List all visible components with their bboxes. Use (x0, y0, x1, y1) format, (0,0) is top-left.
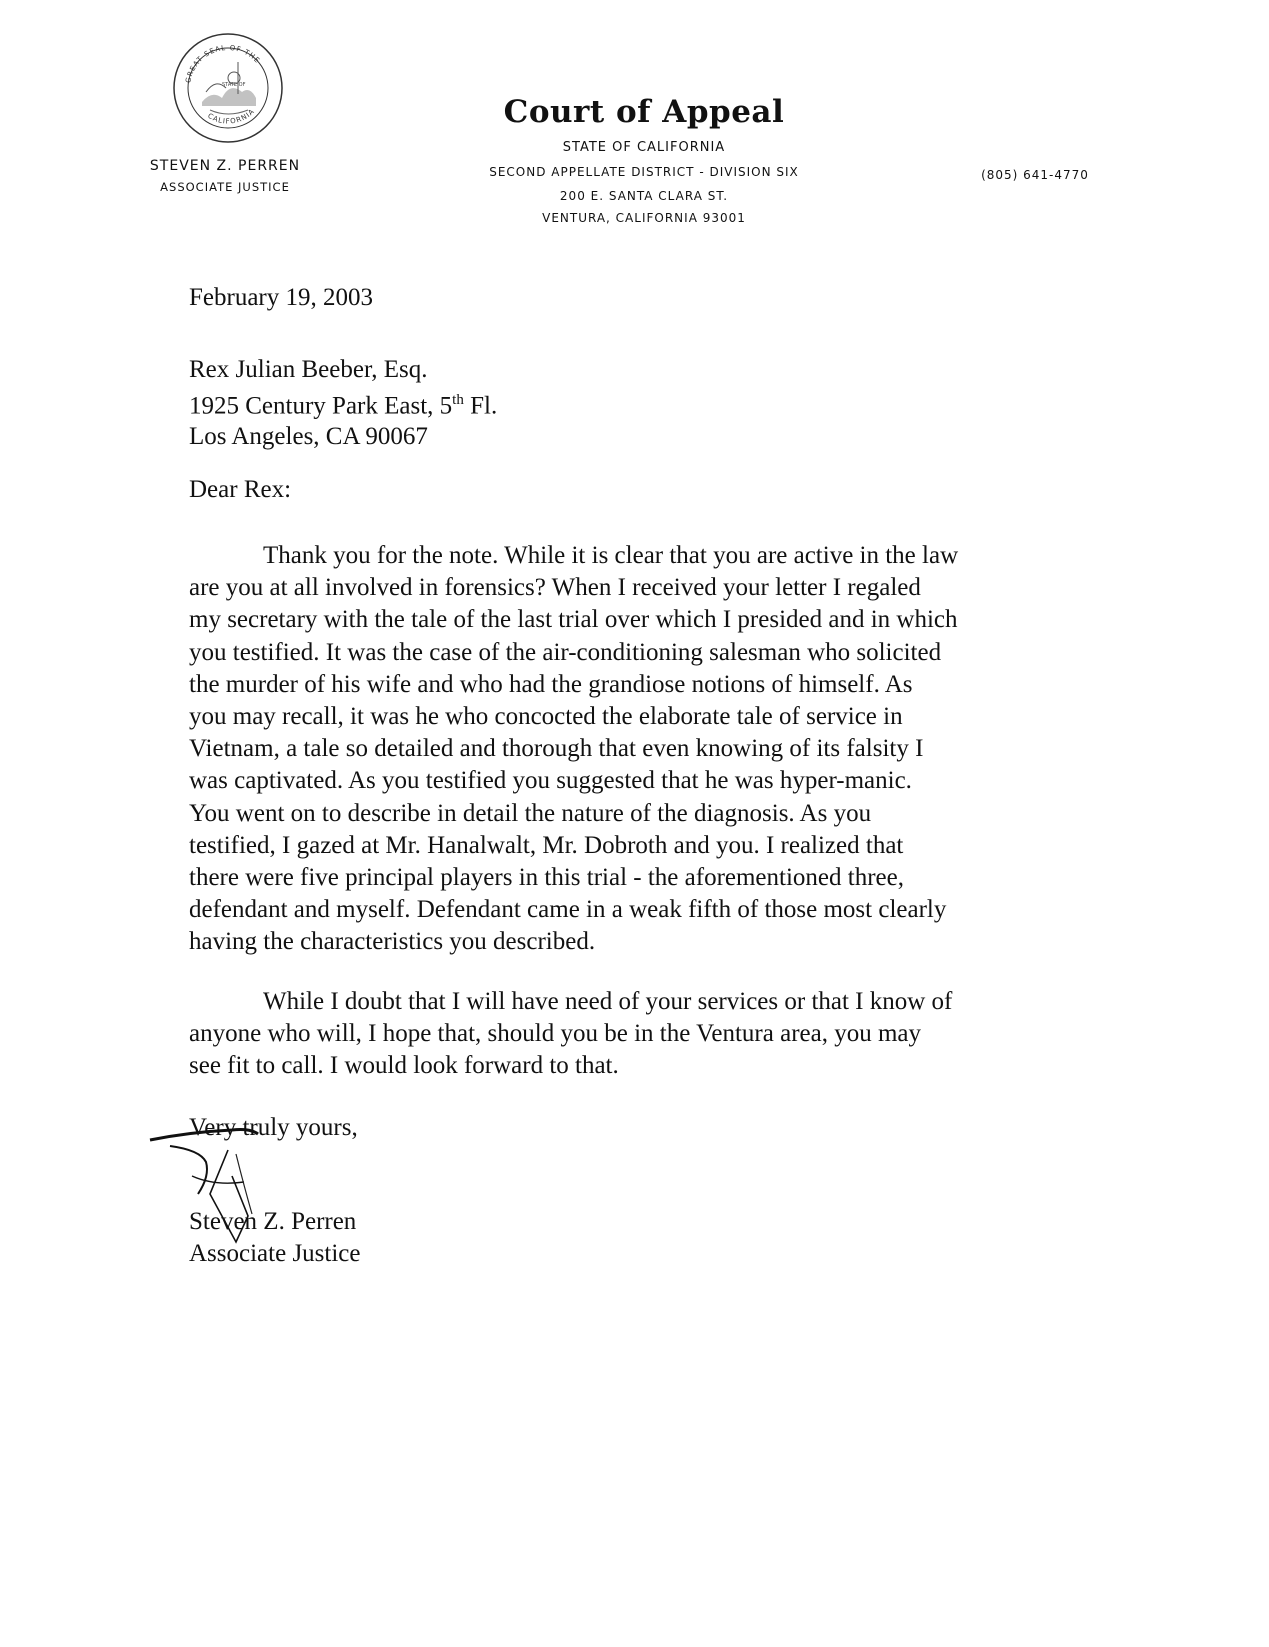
paragraph-line: You went on to describe in detail the nature of the diagnosis. As you (189, 799, 872, 827)
signer-name: Steven Z. Perren (189, 1208, 357, 1235)
judge-title: ASSOCIATE JUSTICE (160, 180, 290, 194)
paragraph-line: testified, I gazed at Mr. Hanalwalt, Mr. Dobroth and you. I realized that (189, 831, 904, 859)
svg-text:GREAT SEAL OF THE (184, 44, 261, 84)
great-seal-of-california-icon (172, 32, 284, 144)
seal-text-middle: STATE OF (222, 82, 246, 88)
court-district: SECOND APPELLATE DISTRICT - DIVISION SIX (489, 165, 799, 179)
paragraph-1 (189, 540, 1069, 959)
judge-name: STEVEN Z. PERREN (149, 158, 301, 174)
svg-text:CALIFORNIA (206, 107, 256, 125)
court-street: 200 E. SANTA CLARA ST. (559, 189, 729, 203)
seal-text-top: GREAT SEAL OF THE (184, 43, 262, 84)
paragraph-line: was captivated. As you testified you suggested that he was hyper-manic. (189, 767, 912, 795)
signer-block (189, 1206, 360, 1270)
paragraph-2 (189, 986, 1069, 1083)
recipient-address-line2: Los Angeles, CA 90067 (189, 423, 428, 451)
paragraph-line: While I doubt that I will have need of your services or that I know of (263, 988, 953, 1015)
recipient-name: Rex Julian Beeber, Esq. (189, 356, 428, 383)
address-line1-sup: th (452, 392, 464, 408)
paragraph-line: anyone who will, I hope that, should you be in the Ventura area, you may (189, 1020, 922, 1048)
paragraph-line: Thank you for the note. While it is clear that you are active in the law (263, 542, 959, 569)
paragraph-line: the murder of his wife and who had the grandiose notions of himself. As (189, 670, 913, 698)
seal-text-bottom: CALIFORNIA (206, 107, 257, 126)
recipient-address (189, 354, 497, 452)
closing: Very truly yours, (189, 1114, 358, 1141)
paragraph-line: are you at all involved in forensics? When I received your letter I regaled (189, 574, 921, 602)
paragraph-line: you may recall, it was he who concocted the elaborate tale of service in (189, 703, 903, 731)
recipient-address-line1 (189, 385, 497, 421)
paragraph-line: you testified. It was the case of the air-conditioning salesman who solicited (189, 638, 942, 666)
court-name: Court of Appeal (503, 94, 785, 130)
paragraph-line: defendant and myself. Defendant came in a weak fifth of those most clearly (189, 896, 947, 924)
court-city: VENTURA, CALIFORNIA 93001 (542, 211, 746, 225)
paragraph-line: my secretary with the tale of the last trial over which I presided and in which (189, 606, 958, 634)
paragraph-line: see fit to call. I would look forward to that. (189, 1052, 619, 1080)
paragraph-line: there were five principal players in this trial - the aforementioned three, (189, 864, 904, 892)
address-line1-main: 1925 Century Park East, 5 (189, 392, 453, 420)
signer-title: Associate Justice (189, 1240, 361, 1267)
court-phone: (805) 641-4770 (981, 168, 1089, 182)
paragraph-line: having the characteristics you described. (189, 928, 596, 956)
court-state: STATE OF CALIFORNIA (562, 140, 726, 155)
address-line1-end: Fl. (463, 392, 498, 420)
salutation: Dear Rex: (189, 476, 292, 503)
letter-date: February 19, 2003 (189, 284, 373, 311)
paragraph-line: Vietnam, a tale so detailed and thorough that even knowing of its falsity I (189, 735, 924, 763)
